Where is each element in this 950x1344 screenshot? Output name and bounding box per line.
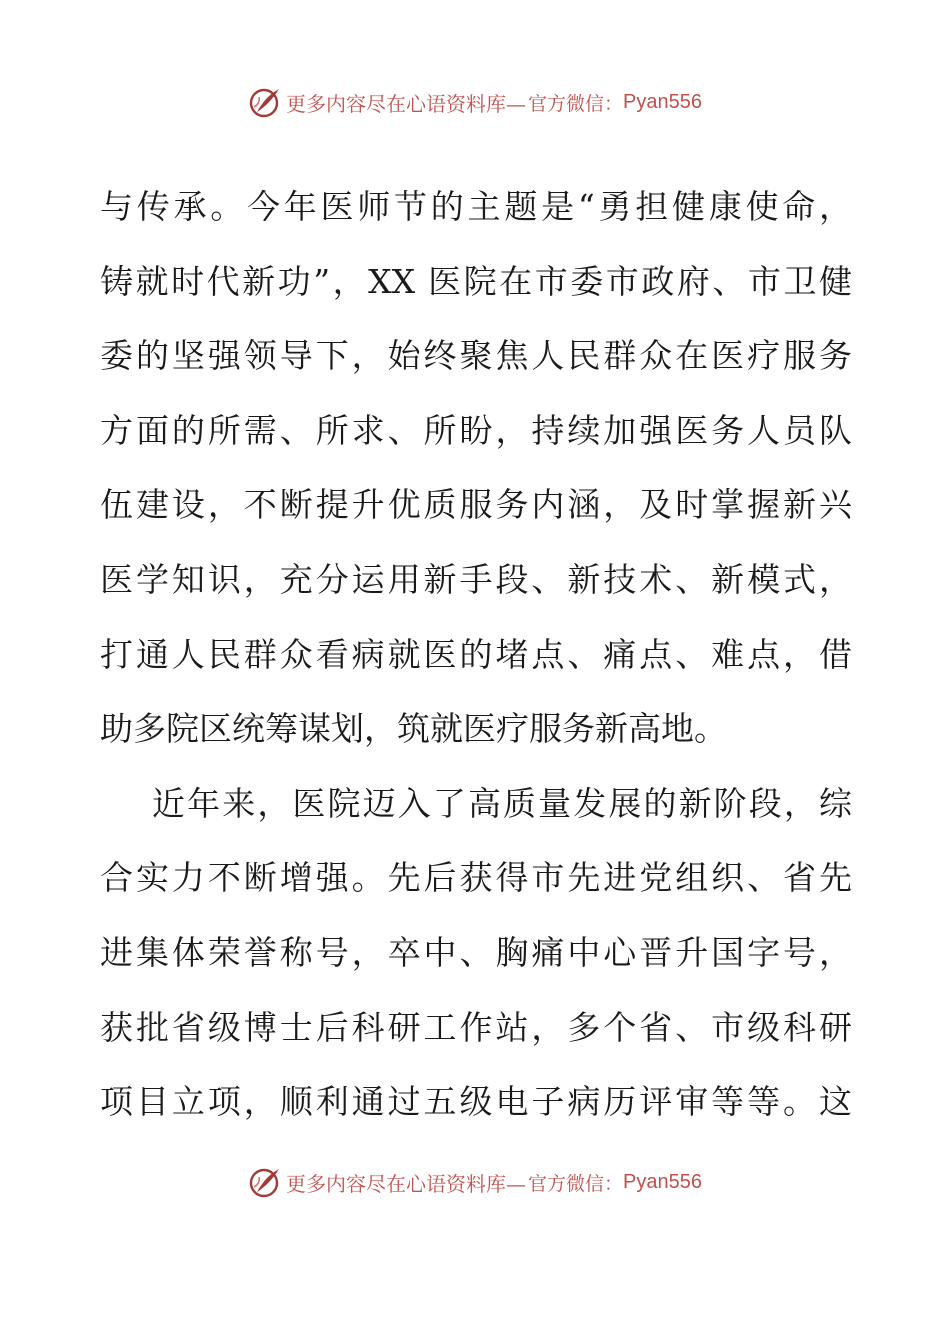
banner-wechat-label: 官方微信： [528, 92, 624, 115]
paragraph-2 [100, 767, 852, 1140]
text-line: 近年来，医院迈入了高质量发展的新阶段，综 [152, 783, 852, 823]
text-line: 伍建设，不断提升优质服务内涵，及时掌握新兴 [100, 485, 852, 525]
banner-wechat-id: Pyan556 [623, 1170, 702, 1193]
text-line: 铸就时代新功”，XX 医院在市委市政府、市卫健 [100, 261, 852, 301]
text-line: 助多院区统筹谋划，筑就医疗服务新高地。 [100, 709, 727, 749]
header-banner [0, 82, 950, 122]
banner-text: 更多内容尽在心语资料库— [286, 1171, 526, 1196]
quill-circle-logo-icon [248, 85, 282, 119]
paragraph-1 [100, 170, 852, 767]
text-line: 进集体荣誉称号，卒中、胸痛中心晋升国字号， [100, 932, 852, 972]
text-line: 打通人民群众看病就医的堵点、痛点、难点，借 [100, 634, 852, 674]
banner-wechat-label: 官方微信： [528, 1172, 624, 1195]
footer-banner [0, 1162, 950, 1202]
banner-text: 更多内容尽在心语资料库— [286, 91, 526, 116]
text-line: 合实力不断增强。先后获得市先进党组织、省先 [100, 858, 852, 898]
text-line: 项目立项，顺利通过五级电子病历评审等等。这 [100, 1082, 852, 1122]
quill-circle-logo-icon [248, 1165, 282, 1199]
text-line: 与传承。今年医师节的主题是“勇担健康使命， [100, 187, 852, 226]
text-line: 委的坚强领导下，始终聚焦人民群众在医疗服务 [100, 336, 852, 376]
text-line: 获批省级博士后科研工作站，多个省、市级科研 [100, 1007, 852, 1047]
banner-wechat-id: Pyan556 [623, 90, 702, 113]
document-body [100, 170, 852, 1140]
text-line: 方面的所需、所求、所盼，持续加强医务人员队 [100, 410, 852, 450]
text-line: 医学知识，充分运用新手段、新技术、新模式， [100, 559, 852, 599]
